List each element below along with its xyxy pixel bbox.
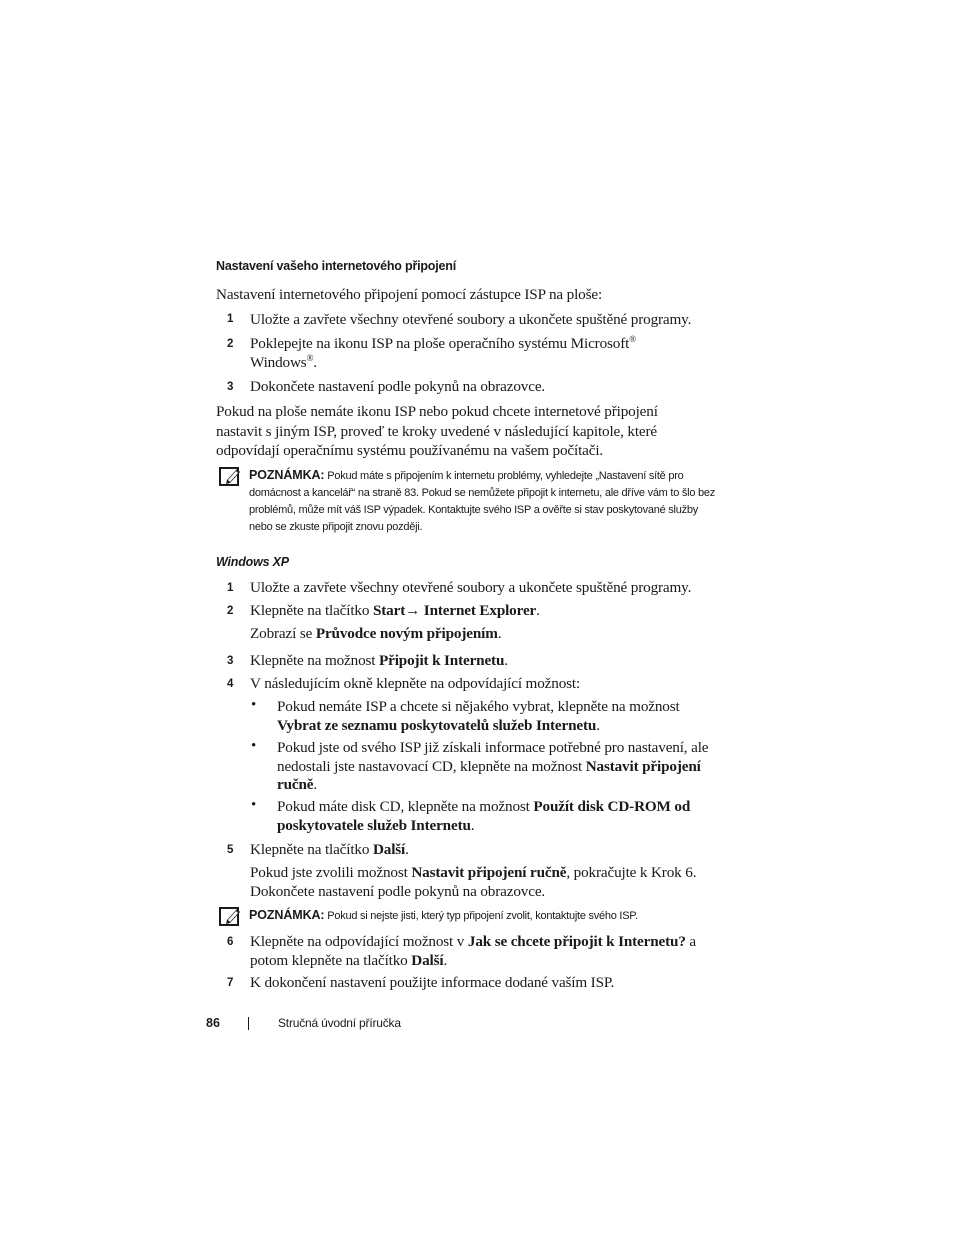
note-label: POZNÁMKA: (249, 468, 325, 482)
note-block (249, 467, 719, 536)
step-number: 2 (227, 338, 234, 350)
bullet-marker: • (251, 738, 257, 754)
body-paragraph: Pokud na ploše nemáte ikonu ISP nebo pokud chcete internetové připojení nastavit s jiným ISP, proveď te kroky uvedené v následující kapitole, které odpovídají operačnímu systému používanému na vašem počítači. (216, 403, 658, 459)
footer-title: Stručná úvodní příručka (278, 1016, 401, 1030)
list-item: Pokud nemáte ISP a chcete si nějakého vybrat, klepněte na možnost Vybrat ze seznamu poskytovatelů služeb Internetu. (277, 698, 680, 734)
step-text: K dokončení nastavení použijte informace dodané vaším ISP. (250, 974, 615, 991)
intro-paragraph: Nastavení internetového připojení pomocí zástupce ISP na ploše: (216, 286, 603, 303)
step-text: Klepněte na tlačítko Start→ Internet Explorer. (250, 602, 540, 619)
step-number: 2 (227, 605, 234, 617)
page-number: 86 (206, 1016, 220, 1030)
list-item: Pokud jste od svého ISP již získali informace potřebné pro nastavení, ale nedostali jste nastavovací CD, klepněte na možnost Nastavit připojení ručně. (277, 739, 709, 793)
subheading-windows-xp: Windows XP (216, 555, 289, 569)
step-text: Poklepejte na ikonu ISP na ploše operačního systému Microsoft® Windows®. (250, 333, 636, 371)
step-subtext: Zobrazí se Průvodce novým připojením. (250, 625, 502, 642)
step-subtext: Pokud jste zvolili možnost Nastavit připojení ručně, pokračujte k Krok 6. Dokončete nastavení podle pokynů na obrazovce. (250, 864, 697, 900)
step-number: 7 (227, 977, 234, 989)
note-block (249, 907, 719, 925)
bullet-marker: • (251, 697, 257, 713)
footer-divider (248, 1017, 249, 1030)
step-number: 1 (227, 313, 234, 325)
step-text: Klepněte na odpovídající možnost v Jak se chcete připojit k Internetu? a potom klepněte na tlačítko Další. (250, 933, 697, 969)
note-text: Pokud máte s připojením k internetu problémy, vyhledejte „Nastavení sítě pro domácnost a kancelář“ na straně 83. Pokud se nemůžete připojit k internetu, ale dříve vám to šlo bez problémů, může mít váš ISP výpadek. Kontaktujte svého ISP a ověřte si stav poskytované služby nebo se zkuste připojit znovu později. (249, 470, 715, 533)
note-label: POZNÁMKA: (249, 908, 325, 922)
list-item: Pokud máte disk CD, klepněte na možnost Použít disk CD-ROM od poskytovatele služeb Internetu. (277, 798, 691, 834)
step-number: 5 (227, 844, 234, 856)
step-number: 3 (227, 381, 234, 393)
step-text: Uložte a zavřete všechny otevřené soubory a ukončete spuštěné programy. (250, 311, 692, 328)
step-text: V následujícím okně klepněte na odpovídající možnost: (250, 675, 581, 692)
pencil-note-icon (219, 467, 241, 487)
step-text: Klepněte na tlačítko Další. (250, 841, 409, 858)
step-text: Klepněte na možnost Připojit k Internetu. (250, 652, 508, 669)
step-text: Dokončete nastavení podle pokynů na obrazovce. (250, 378, 546, 395)
note-text: Pokud si nejste jisti, který typ připojení zvolit, kontaktujte svého ISP. (327, 910, 638, 922)
step-number: 6 (227, 936, 234, 948)
bullet-marker: • (251, 797, 257, 813)
step-text: Uložte a zavřete všechny otevřené soubory a ukončete spuštěné programy. (250, 579, 692, 596)
step-number: 4 (227, 678, 234, 690)
step-number: 1 (227, 582, 234, 594)
step-number: 3 (227, 655, 234, 667)
pencil-note-icon (219, 907, 241, 927)
section-heading: Nastavení vašeho internetového připojení (216, 259, 456, 273)
